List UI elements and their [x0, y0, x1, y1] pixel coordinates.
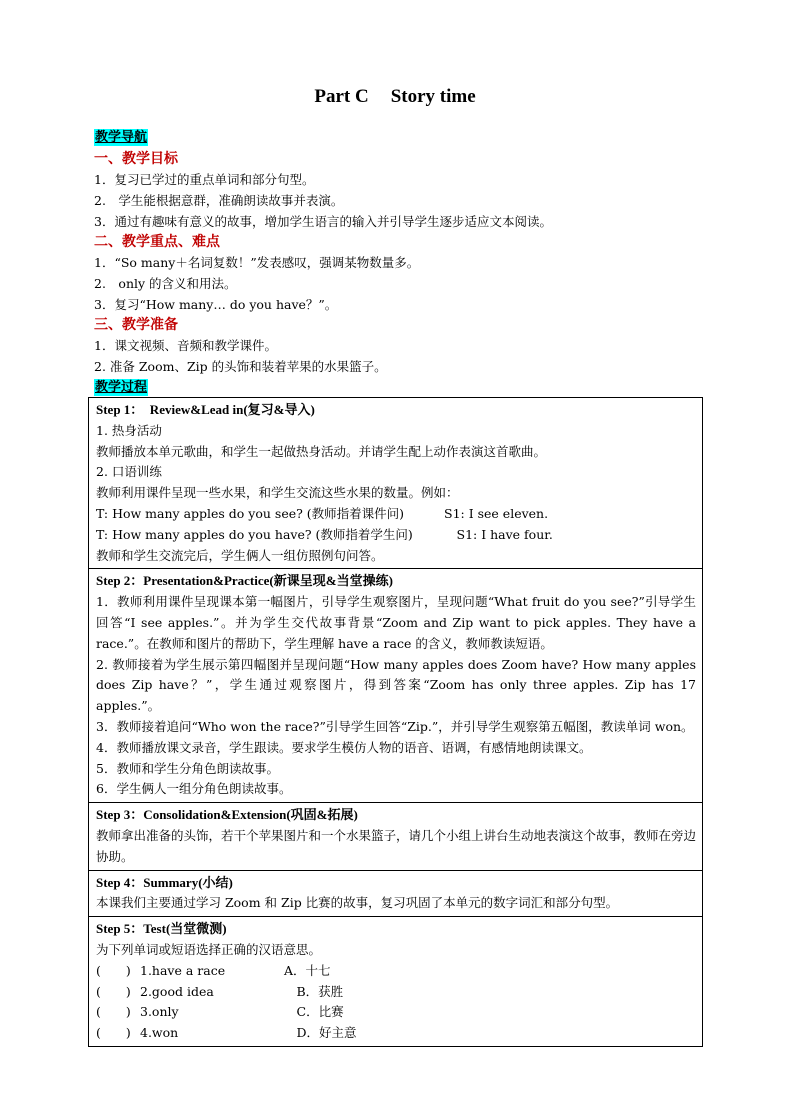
step-3-row [89, 803, 703, 870]
step-5-row [89, 917, 703, 1047]
page-title [0, 86, 790, 108]
step-5-heading: Step 5：Test(当堂微测) [96, 921, 227, 937]
quiz-option: A．十七 [284, 962, 331, 978]
step-2-paragraph: 4．教师播放课文录音，学生跟读。要求学生模仿人物的语音、语调，有感情地朗读课文。 [96, 739, 592, 755]
objective-item: 2. 学生能根据意群，准确朗读故事并表演。 [94, 193, 344, 208]
step-2-paragraph: 5．教师和学生分角色朗读故事。 [96, 760, 279, 776]
step-3-heading: Step 3：Consolidation&Extension(巩固&拓展) [96, 807, 358, 823]
objectives-heading: 一、教学目标 [94, 151, 178, 167]
step-4-text: 本课我们主要通过学习 Zoom 和 Zip 比赛的故事，复习巩固了本单元的数字词汇和部分句型。 [96, 895, 619, 911]
step-2-heading: Step 2：Presentation&Practice(新课呈现&当堂操练) [96, 573, 393, 589]
preparation-item: 2. 准备 Zoom、Zip 的头饰和装着苹果的水果篮子。 [94, 359, 387, 374]
teaching-process-table [88, 397, 703, 1047]
quiz-item [96, 982, 696, 1003]
step-2-paragraph: 2. 教师接着为学生展示第四幅图并呈现问题“How many apples does Zoom have? How many apples does Zip have？”，学生通过观察图片，得到答案“Zoom has only three apples. Zip has 17 apples.”。 [96, 656, 696, 714]
quiz-question: 4.won [140, 1025, 179, 1041]
step-1-row [89, 398, 703, 569]
quiz-question: 1.have a race [140, 962, 226, 978]
student-line: S1: I have four. [444, 526, 553, 542]
answer-blank: ( ) [96, 1025, 131, 1041]
answer-blank: ( ) [96, 962, 131, 978]
objective-item: 1．复习已学过的重点单词和部分句型。 [94, 172, 315, 187]
quiz-option: C．比赛 [284, 1004, 344, 1020]
quiz-item [96, 1002, 696, 1023]
quiz-option: B．获胜 [284, 983, 344, 999]
key-point-item: 2. only 的含义和用法。 [94, 276, 237, 291]
preparation-item: 1．课文视频、音频和教学课件。 [94, 338, 277, 353]
key-point-item: 3．复习“How many… do you have？”。 [94, 297, 338, 312]
teacher-line: T: How many apples do you have? (教师指着学生问) [96, 526, 413, 542]
answer-blank: ( ) [96, 1004, 131, 1020]
answer-blank: ( ) [96, 983, 131, 999]
preparation-heading: 三、教学准备 [94, 317, 178, 333]
student-line: S1: I see eleven. [444, 505, 549, 521]
step-1-closing: 教师和学生交流完后，学生俩人一组仿照例句问答。 [96, 547, 384, 563]
step-1-line: 教师播放本单元歌曲，和学生一起做热身活动。并请学生配上动作表演这首歌曲。 [96, 443, 547, 459]
dialog-row [96, 525, 696, 546]
teaching-navigation-label: 教学导航 [95, 130, 148, 145]
step-2-paragraph: 6．学生俩人一组分角色朗读故事。 [96, 781, 292, 797]
quiz-item [96, 1023, 696, 1044]
quiz-option: D．好主意 [284, 1025, 357, 1041]
teaching-process-label: 教学过程 [95, 380, 148, 395]
step-4-heading: Step 4：Summary(小结) [96, 874, 233, 890]
key-points-heading: 二、教学重点、难点 [94, 234, 220, 250]
quiz-question: 2.good idea [140, 983, 214, 999]
step-2-paragraph: 3．教师接着追问“Who won the race?”引导学生回答“Zip.”，并引导学生观察第五幅图，教读单词 won。 [96, 718, 694, 734]
objective-item: 3．通过有趣味有意义的故事，增加学生语言的输入并引导学生逐步适应文本阅读。 [94, 214, 552, 229]
title-name: Story time [390, 86, 476, 107]
step-1-line: 2. 口语训练 [96, 464, 162, 480]
step-1-line: 教师利用课件呈现一些水果，和学生交流这些水果的数量。例如： [96, 485, 459, 501]
teacher-line: T: How many apples do you see? (教师指着课件问) [96, 505, 405, 521]
step-1-heading: Step 1： Review&Lead in(复习&导入) [96, 402, 315, 417]
key-point-item: 1．“So many＋名词复数！”发表感叹，强调某物数量多。 [94, 255, 420, 270]
title-part: Part C [314, 86, 369, 107]
dialog-row [96, 504, 696, 525]
step-2-paragraph: 1．教师利用课件呈现课本第一幅图片，引导学生观察图片，呈现问题“What fruit do you see?”引导学生回答“I see apples.”。并为学生交代故事背景“Zoom and Zip want to pick apples. They have a race.”。在教师和图片的帮助下，学生理解 have a race 的含义，教师教读短语。 [96, 594, 696, 651]
step-1-line: 1. 热身活动 [96, 422, 162, 438]
step-3-text: 教师拿出准备的头饰，若干个苹果图片和一个水果篮子，请几个小组上讲台生动地表演这个故事，教师在旁边协助。 [96, 827, 697, 864]
step-4-row [89, 870, 703, 917]
quiz-instruction: 为下列单词或短语选择正确的汉语意思。 [96, 941, 322, 957]
step-2-row [89, 569, 703, 803]
quiz-question: 3.only [140, 1004, 179, 1020]
quiz-item [96, 961, 696, 982]
